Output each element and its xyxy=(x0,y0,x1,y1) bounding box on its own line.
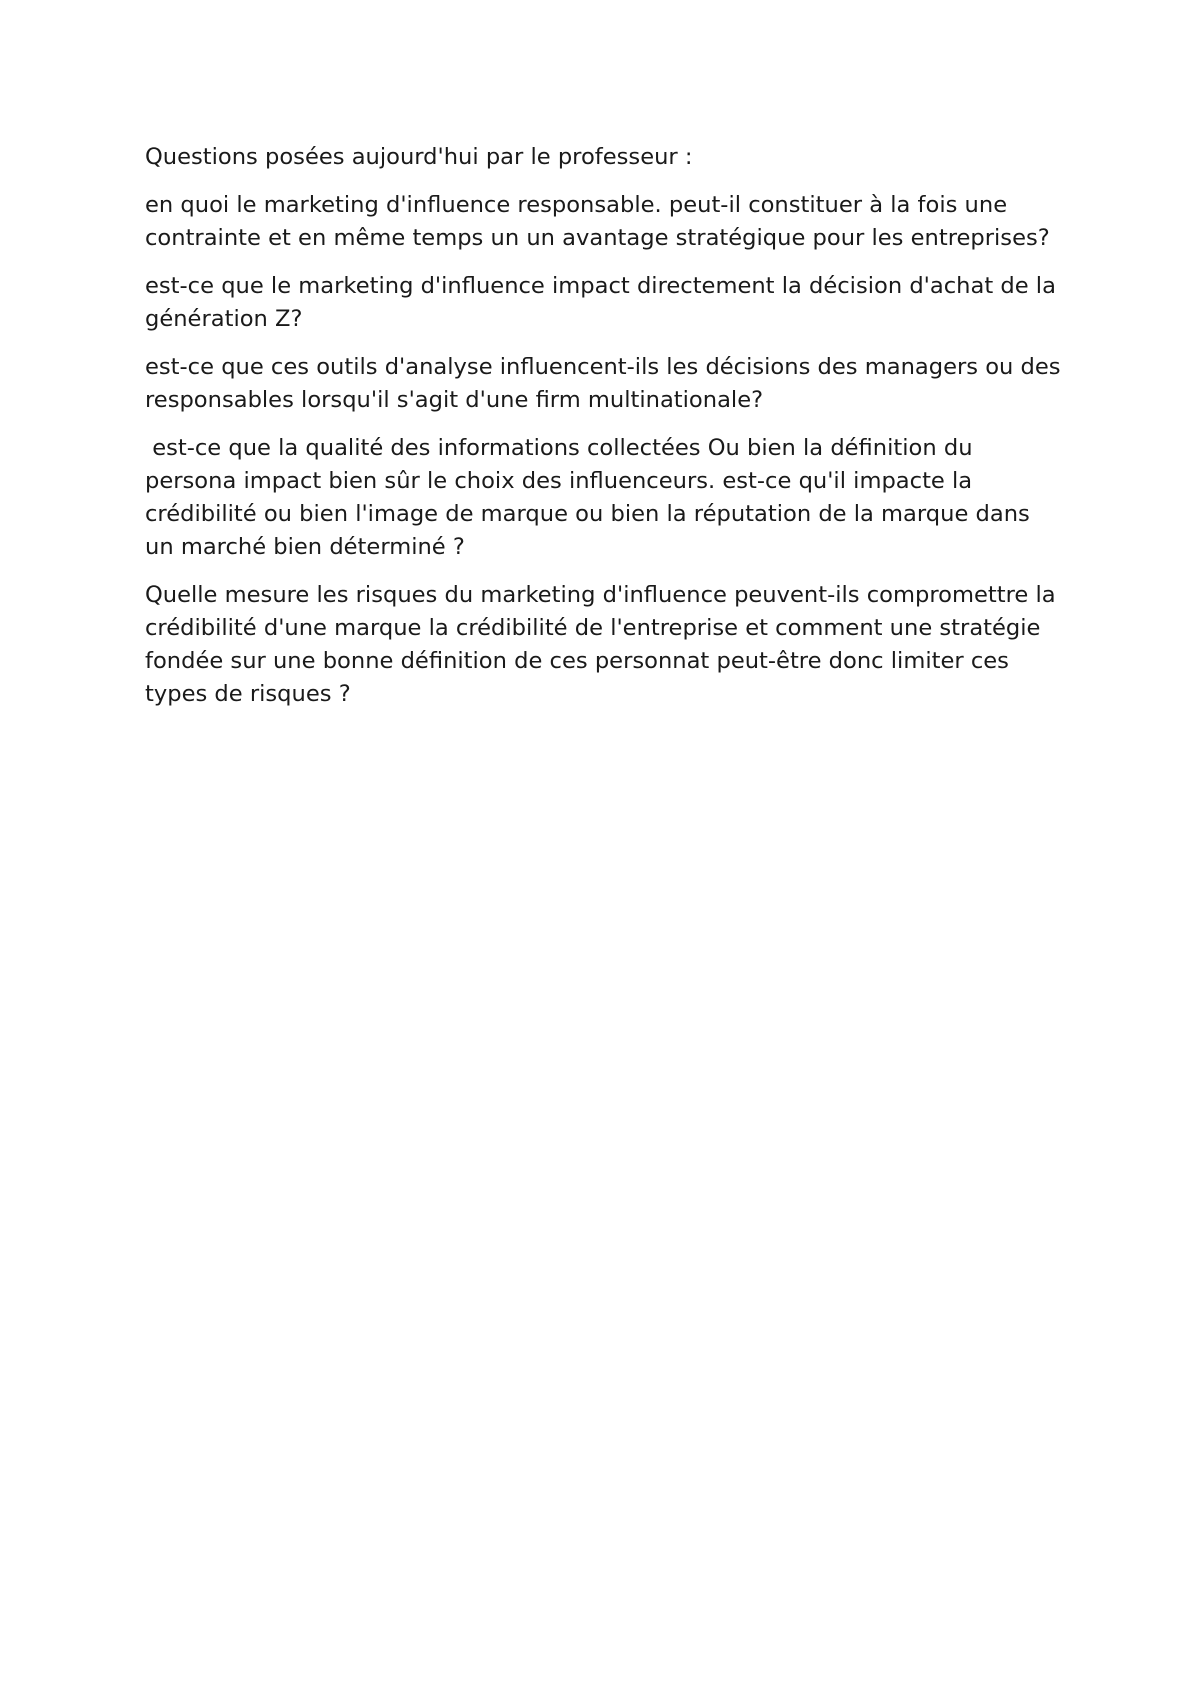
paragraph-question-5: Quelle mesure les risques du marketing d'influence peuvent-ils compromettre la crédibilité d'une marque la crédibilité de l'entreprise et comment une stratégie fondée sur une bonne définition de ces personnat peut-être donc limiter ces types de risques ? xyxy=(145,582,1063,707)
paragraph-question-4: est-ce que la qualité des informations collectées Ou bien la définition du persona impact bien sûr le choix des influenceurs. est-ce qu'il impacte la crédibilité ou bien l'image de marque ou bien la réputation de la marque dans un marché bien déterminé ? xyxy=(145,435,1038,560)
paragraph-heading: Questions posées aujourd'hui par le professeur : xyxy=(145,144,693,170)
document-body xyxy=(145,141,1068,726)
paragraph-question-2: est-ce que le marketing d'influence impact directement la décision d'achat de la génération Z? xyxy=(145,273,1064,332)
paragraph-question-1: en quoi le marketing d'influence responsable. peut-il constituer à la fois une contrainte et en même temps un un avantage stratégique pour les entreprises? xyxy=(145,192,1050,251)
paragraph-question-3: est-ce que ces outils d'analyse influencent-ils les décisions des managers ou des responsables lorsqu'il s'agit d'une firm multinationale? xyxy=(145,354,1068,413)
